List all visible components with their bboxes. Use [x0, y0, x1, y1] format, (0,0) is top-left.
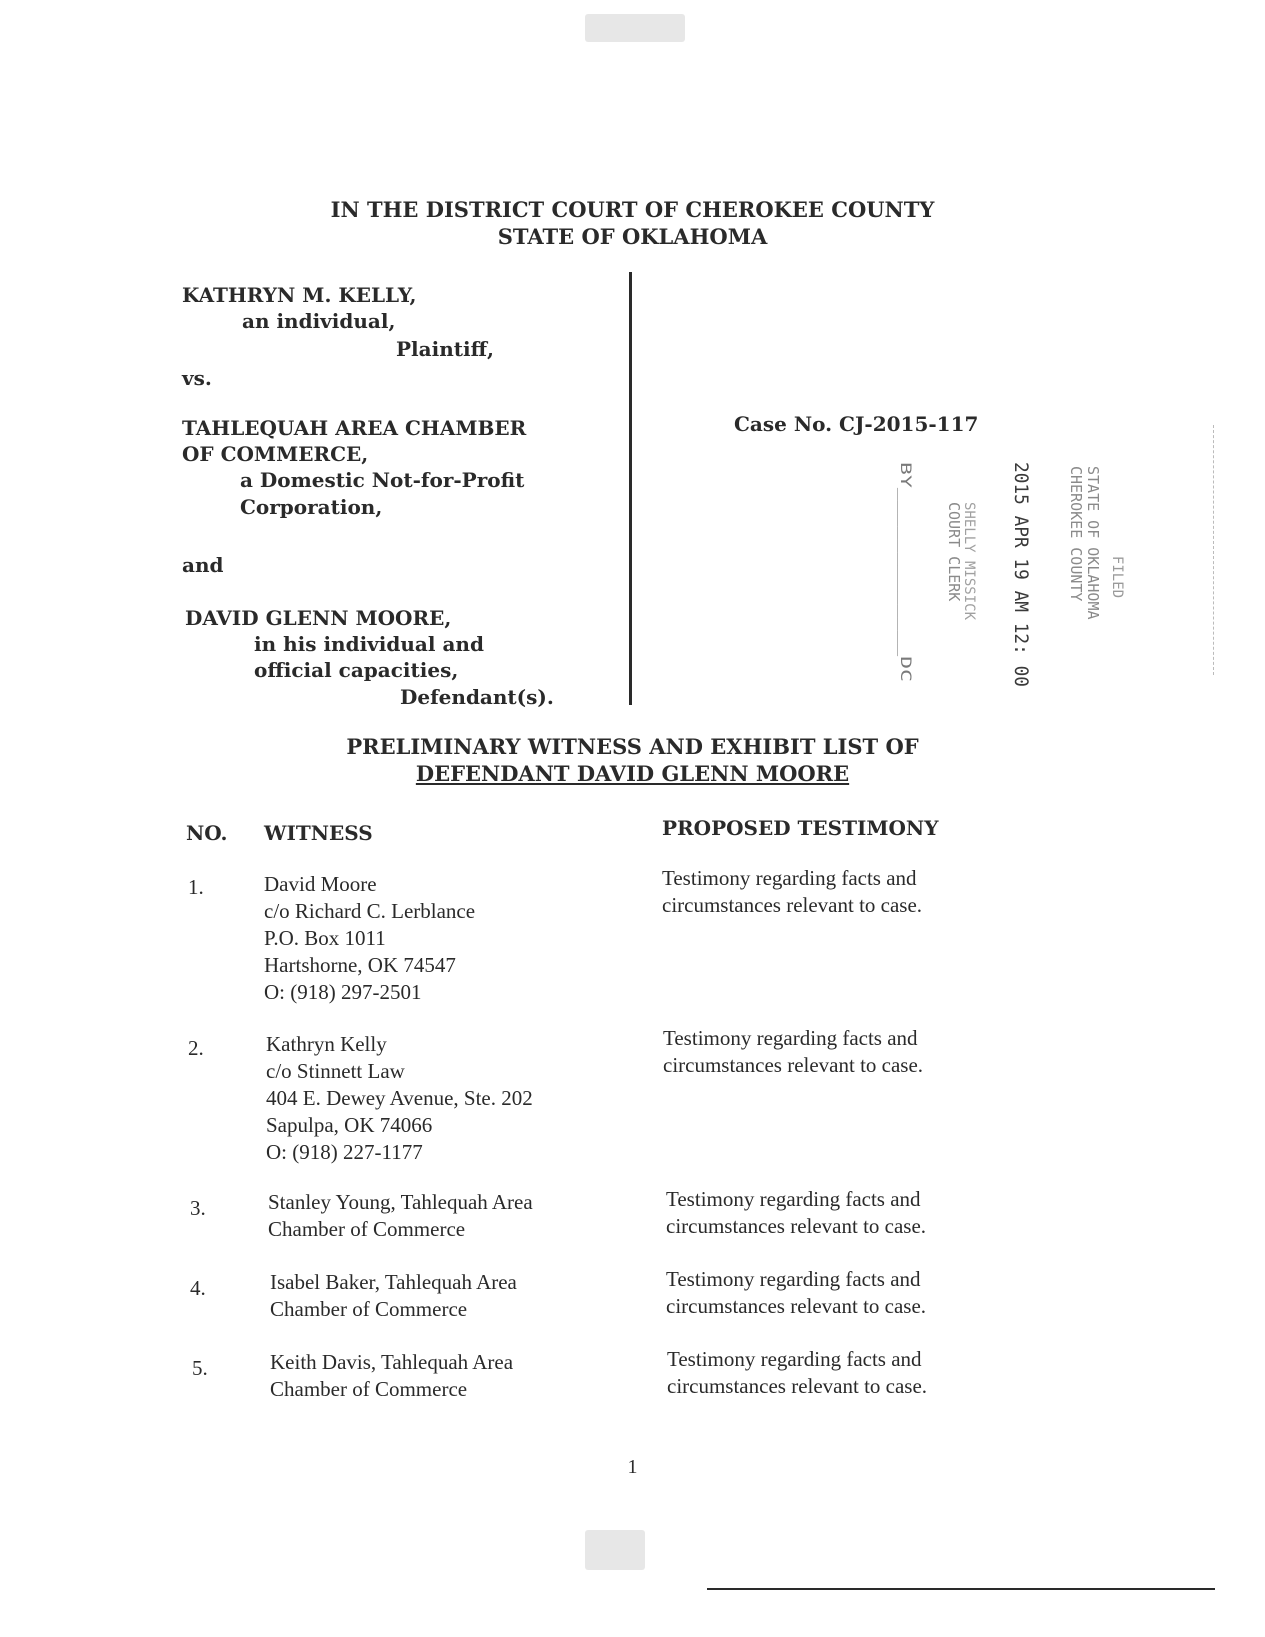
- testimony-block: [667, 1346, 927, 1400]
- document-title-line1: PRELIMINARY WITNESS AND EXHIBIT LIST OF: [346, 734, 919, 759]
- plaintiff-role: Plaintiff,: [396, 337, 494, 361]
- scan-speck-top: [585, 14, 685, 42]
- column-header-witness: WITNESS: [264, 821, 373, 845]
- footer-rule: [707, 1588, 1215, 1590]
- document-title: [0, 733, 1265, 787]
- plaintiff-name: KATHRYN M. KELLY,: [182, 283, 417, 307]
- witness-line: P.O. Box 1011: [264, 926, 386, 950]
- plaintiff-description: an individual,: [242, 309, 396, 333]
- witness-line: O: (918) 227-1177: [266, 1140, 423, 1164]
- witness-block: [270, 1349, 630, 1403]
- witness-line: Isabel Baker, Tahlequah Area: [270, 1270, 517, 1294]
- stamp-by-line: BY_____________DC: [897, 462, 913, 606]
- court-heading-line1: IN THE DISTRICT COURT OF CHEROKEE COUNTY: [330, 197, 935, 222]
- defendant-role: Defendant(s).: [400, 685, 554, 709]
- testimony-line1: Testimony regarding facts and: [667, 1347, 922, 1371]
- witness-block: [264, 871, 475, 1006]
- testimony-line1: Testimony regarding facts and: [666, 1267, 921, 1291]
- testimony-block: [662, 865, 922, 919]
- column-header-testimony: PROPOSED TESTIMONY: [662, 816, 939, 840]
- testimony-line2: circumstances relevant to case.: [666, 1294, 927, 1318]
- row-number: 5.: [192, 1356, 208, 1380]
- stamp-state: STATE OF OKLAHOMA: [1084, 466, 1102, 620]
- court-heading: [0, 196, 1265, 250]
- caption-divider: [629, 272, 632, 705]
- witness-line: Sapulpa, OK 74066: [266, 1113, 433, 1137]
- row-number: 2.: [188, 1036, 204, 1060]
- testimony-line2: circumstances relevant to case.: [662, 893, 923, 917]
- case-number: Case No. CJ-2015-117: [734, 412, 979, 436]
- testimony-line1: Testimony regarding facts and: [662, 866, 917, 890]
- scan-edge-mark: [1213, 425, 1215, 675]
- testimony-block: [663, 1025, 923, 1079]
- testimony-line1: Testimony regarding facts and: [663, 1026, 918, 1050]
- defendant2-name: DAVID GLENN MOORE,: [185, 606, 452, 630]
- document-title-line2: DEFENDANT DAVID GLENN MOORE: [415, 761, 850, 786]
- testimony-line1: Testimony regarding facts and: [666, 1187, 921, 1211]
- witness-line: Hartshorne, OK 74547: [264, 953, 456, 977]
- defendant2-description-line1: in his individual and: [254, 632, 484, 656]
- scan-speck-bottom: [585, 1530, 645, 1570]
- defendant1-description-line1: a Domestic Not-for-Profit: [240, 468, 525, 492]
- defendant1-name-line2: OF COMMERCE,: [182, 442, 369, 466]
- defendant2-description-line2: official capacities,: [254, 658, 459, 682]
- testimony-line2: circumstances relevant to case.: [666, 1214, 927, 1238]
- witness-block: [266, 1031, 533, 1166]
- witness-line: Keith Davis, Tahlequah Area: [270, 1350, 514, 1374]
- column-header-no: NO.: [186, 821, 228, 845]
- stamp-county: CHEROKEE COUNTY: [1067, 466, 1085, 602]
- testimony-block: [666, 1266, 926, 1320]
- defendant1-description-line2: Corporation,: [240, 495, 383, 519]
- witness-line: David Moore: [264, 872, 377, 896]
- stamp-clerk-name: SHELLY MISSICK: [961, 502, 977, 621]
- testimony-line2: circumstances relevant to case.: [663, 1053, 924, 1077]
- row-number: 4.: [190, 1276, 206, 1300]
- witness-block: [270, 1269, 630, 1323]
- stamp-date: 2015 APR 19 AM 12: 00: [1010, 462, 1032, 703]
- witness-line: Chamber of Commerce: [270, 1377, 468, 1401]
- witness-line: Chamber of Commerce: [270, 1297, 468, 1321]
- witness-line: O: (918) 297-2501: [264, 980, 422, 1004]
- stamp-filed: FILED: [1109, 555, 1125, 599]
- witness-line: Stanley Young, Tahlequah Area: [268, 1190, 533, 1214]
- defendant1-name-line1: TAHLEQUAH AREA CHAMBER: [182, 416, 527, 440]
- page-number: 1: [627, 1456, 638, 1478]
- witness-line: Chamber of Commerce: [268, 1217, 466, 1241]
- row-number: 1.: [188, 875, 204, 899]
- and-connector: and: [182, 553, 224, 577]
- filing-stamp: [897, 462, 1135, 703]
- witness-line: 404 E. Dewey Avenue, Ste. 202: [266, 1086, 533, 1110]
- testimony-block: [666, 1186, 926, 1240]
- testimony-line2: circumstances relevant to case.: [667, 1374, 928, 1398]
- witness-block: [268, 1189, 628, 1243]
- row-number: 3.: [190, 1196, 206, 1220]
- court-heading-line2: STATE OF OKLAHOMA: [497, 224, 768, 249]
- stamp-clerk-title: COURT CLERK: [945, 502, 963, 602]
- witness-line: Kathryn Kelly: [266, 1032, 387, 1056]
- witness-line: c/o Stinnett Law: [266, 1059, 405, 1083]
- versus: vs.: [182, 366, 212, 390]
- witness-line: c/o Richard C. Lerblance: [264, 899, 476, 923]
